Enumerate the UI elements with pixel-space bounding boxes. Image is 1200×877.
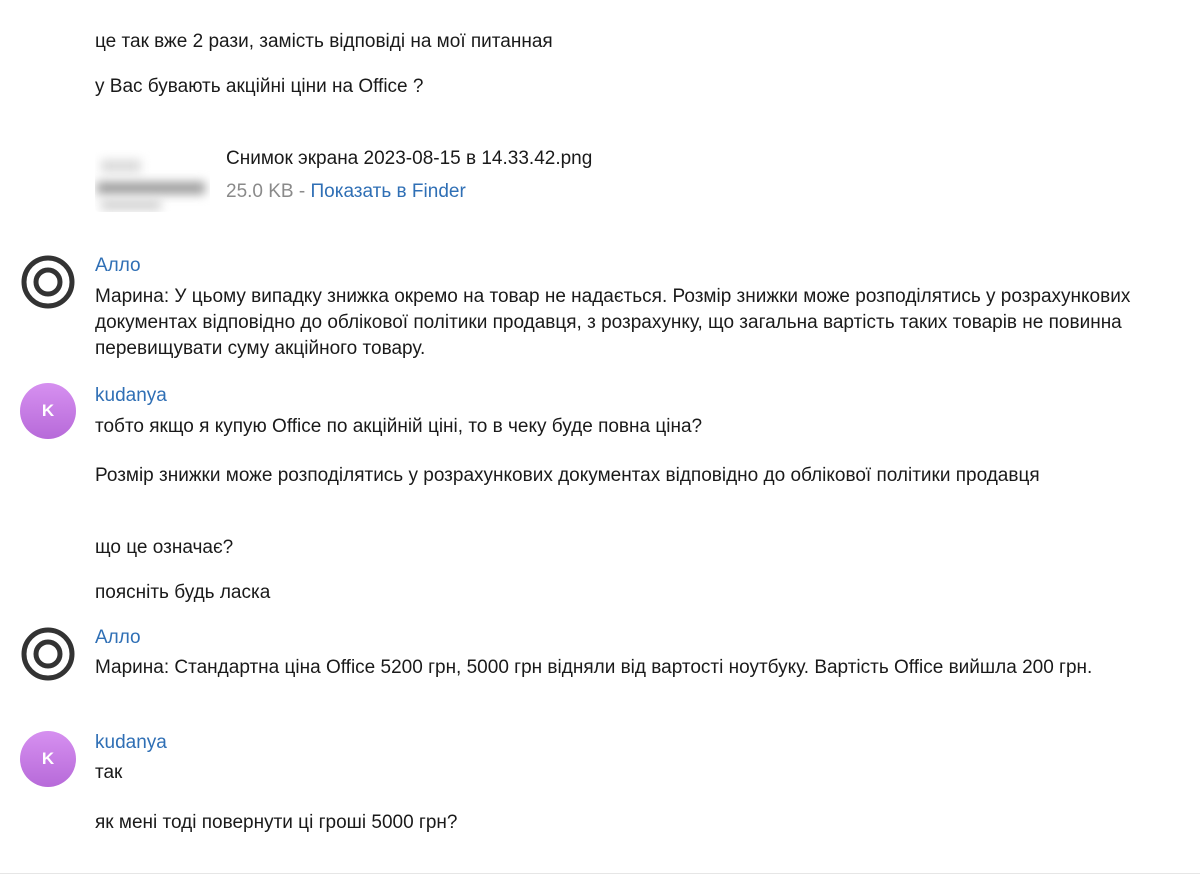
message-text: Марина: У цьому випадку знижка окремо на товар не надається. Розмір знижки може розподілятись у розрахункових документах відповідно до облікової політики продавця, з розрахунку, що загальна вартість таких товарів не повинна перевищувати суму акційного товару. [95, 286, 1131, 359]
sender-name[interactable]: kudanya [95, 385, 167, 406]
show-in-finder-link[interactable]: Показать в Finder [310, 181, 466, 202]
divider [0, 873, 1200, 874]
target-icon [20, 254, 76, 310]
avatar-allo[interactable] [20, 254, 76, 310]
file-thumbnail[interactable] [95, 150, 210, 212]
message-text: це так вже 2 рази, замість відповіді на мої питанная [95, 31, 553, 52]
message-text: Розмір знижки може розподілятись у розрахункових документах відповідно до облікової політики продавця [95, 465, 1040, 486]
file-size: 25.0 KB [226, 181, 294, 202]
avatar-kudanya[interactable]: K [20, 383, 76, 439]
sender-name[interactable]: Алло [95, 255, 141, 276]
sender-name[interactable]: Алло [95, 627, 141, 648]
message-text: що це означає? [95, 537, 234, 558]
message-text: тобто якщо я купую Office по акційній ціні, то в чеку буде повна ціна? [95, 416, 703, 437]
file-name[interactable]: Снимок экрана 2023-08-15 в 14.33.42.png [226, 148, 593, 169]
message-text: Марина: Стандартна ціна Office 5200 грн, 5000 грн відняли від вартості ноутбуку. Вартість Office вийшла 200 грн. [95, 657, 1093, 678]
file-meta [226, 179, 466, 205]
file-meta-separator: - [293, 181, 311, 202]
message-text: у Вас бувають акційні ціни на Office ? [95, 76, 424, 97]
sender-name[interactable]: kudanya [95, 732, 167, 753]
message-text: поясніть будь ласка [95, 582, 271, 603]
message-text: як мені тоді повернути ці гроші 5000 грн? [95, 812, 458, 833]
target-icon [20, 626, 76, 682]
avatar-kudanya[interactable]: K [20, 731, 76, 787]
avatar-allo[interactable] [20, 626, 76, 682]
message-text: так [95, 762, 123, 783]
